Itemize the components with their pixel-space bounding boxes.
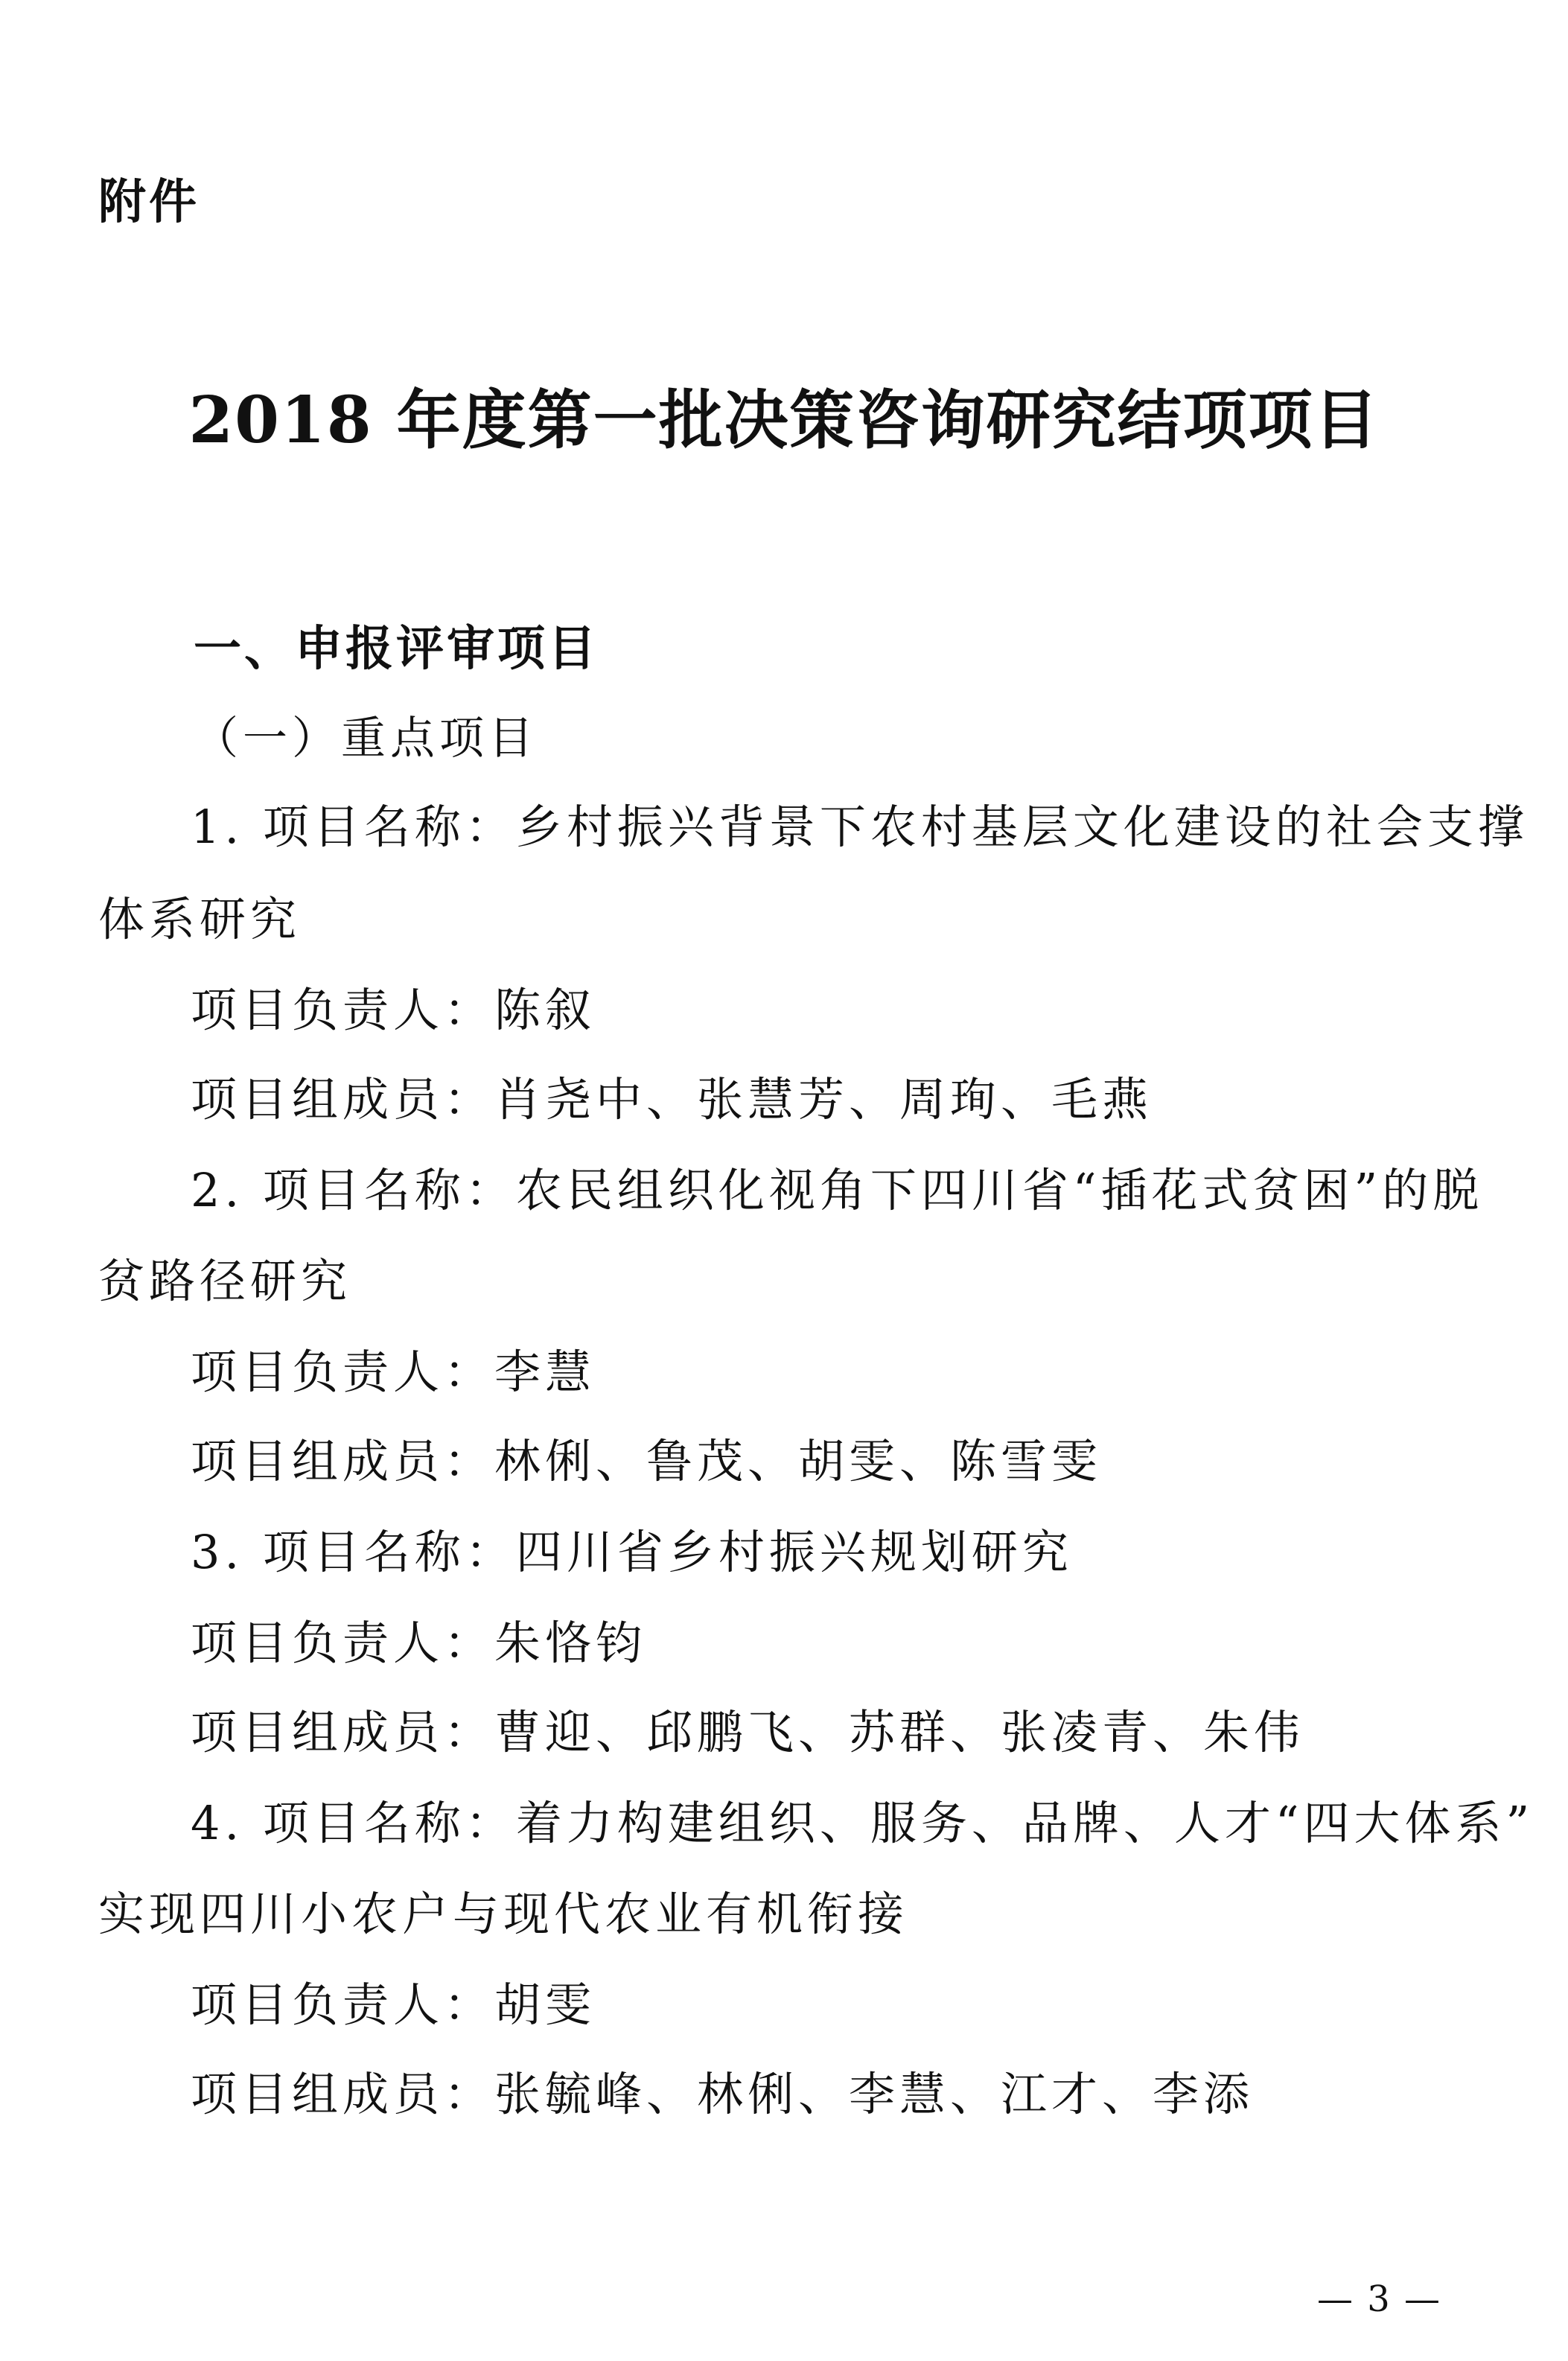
attachment-label: 附件 — [98, 175, 200, 230]
project-3-members: 项目组成员：曹迎、邱鹏飞、苏群、张凌青、朱伟 — [191, 1705, 1305, 1759]
project-2-name-line-1: 2. 项目名称：农民组织化视角下四川省“插花式贫困”的脱 — [191, 1163, 1484, 1217]
project-1-name-line-2: 体系研究 — [98, 892, 302, 946]
project-4-leader: 项目负责人：胡雯 — [191, 1978, 596, 2032]
document-title: 2018 年度第一批决策咨询研究结项项目 — [188, 383, 1380, 458]
page-number: — 3 — — [1316, 2278, 1441, 2320]
subsection-heading: （一）重点项目 — [194, 713, 538, 765]
project-4-name-line-2: 实现四川小农户与现代农业有机衔接 — [98, 1887, 909, 1941]
project-4-name-line-1: 4. 项目名称：着力构建组织、服务、品牌、人才“四大体系” — [191, 1796, 1534, 1850]
project-1-members: 项目组成员：肖尧中、张慧芳、周珣、毛燕 — [191, 1072, 1153, 1127]
project-2-name-line-2: 贫路径研究 — [98, 1254, 352, 1308]
project-2-leader: 项目负责人：李慧 — [191, 1345, 596, 1399]
project-2-members: 项目组成员：林俐、鲁茂、胡雯、陈雪雯 — [191, 1434, 1103, 1488]
section-heading: 一、申报评审项目 — [194, 622, 599, 677]
project-3-leader: 项目负责人：朱恪钧 — [191, 1616, 647, 1670]
project-4-members: 项目组成员：张毓峰、林俐、李慧、江才、李添 — [191, 2067, 1255, 2121]
project-1-leader: 项目负责人：陈叙 — [191, 983, 596, 1037]
project-3-name-line-1: 3. 项目名称：四川省乡村振兴规划研究 — [191, 1525, 1073, 1579]
project-1-name-line-1: 1. 项目名称：乡村振兴背景下农村基层文化建设的社会支撑 — [191, 800, 1529, 854]
